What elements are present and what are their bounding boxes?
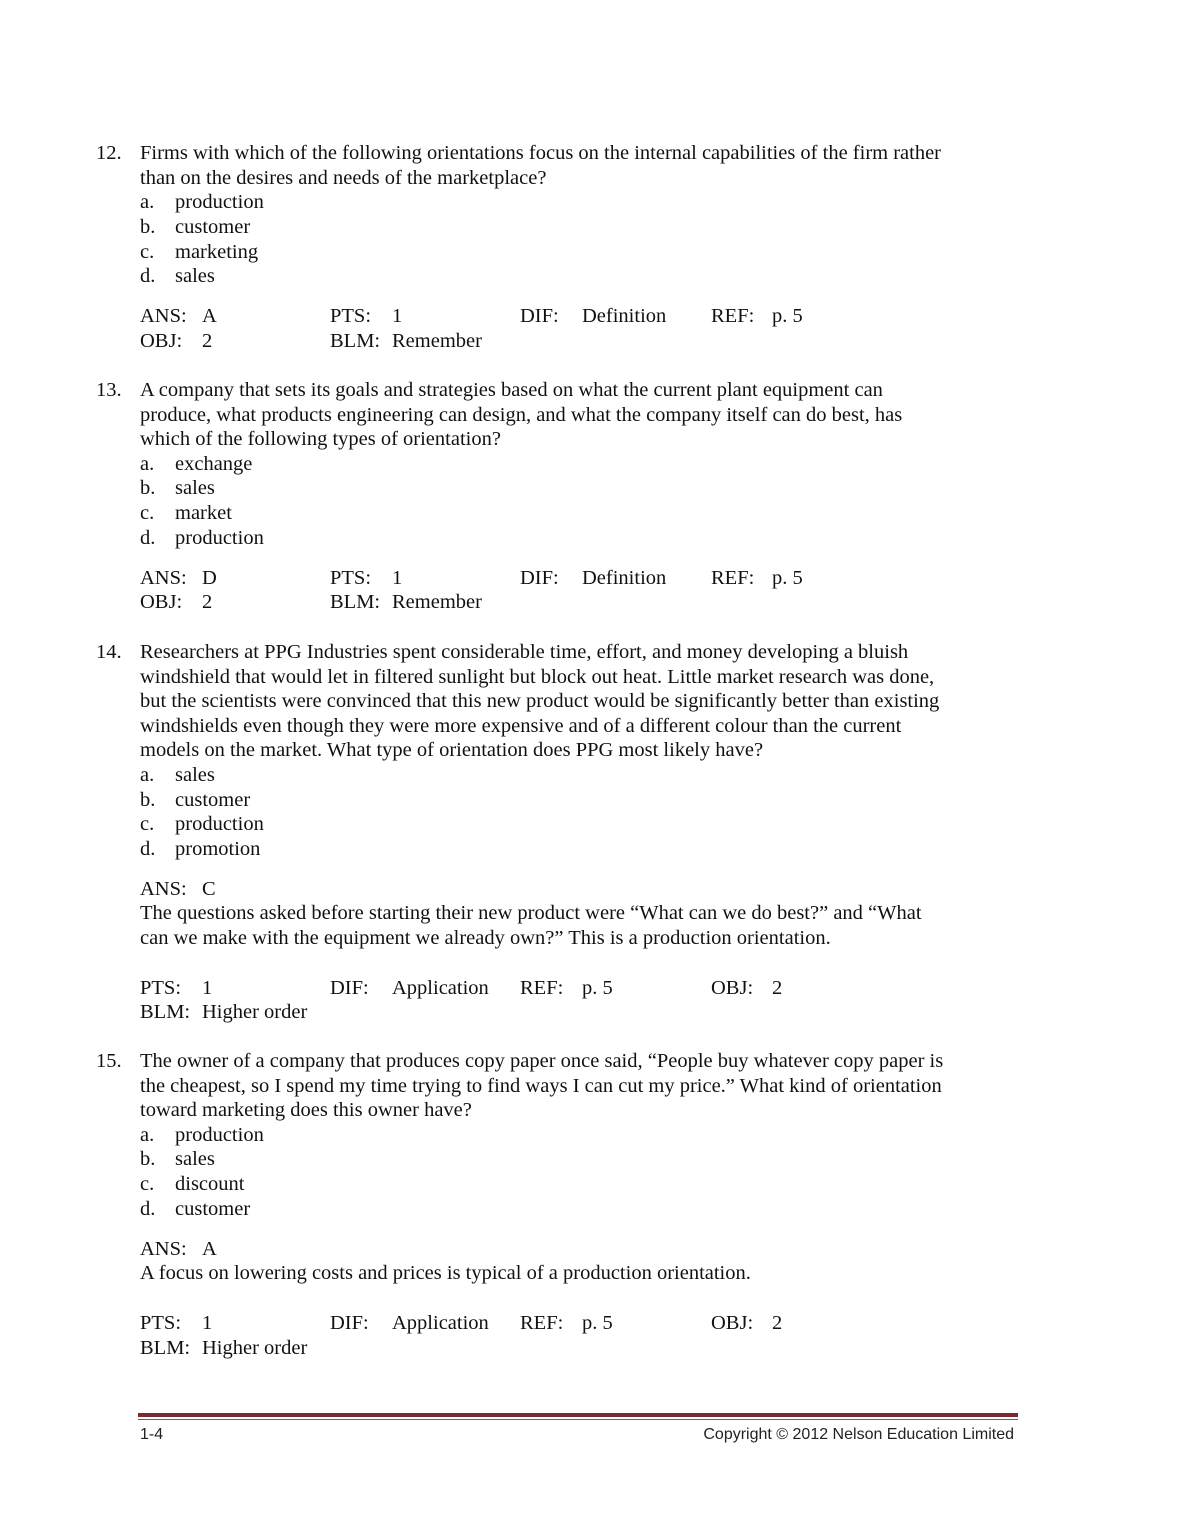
page-number: 1-4: [140, 1426, 164, 1443]
question-stem: The owner of a company that produces copy paper once said, “People buy whatever copy paper is the cheapest, so I spend my time trying to find ways I can cut my price.” What kind of orientation toward marketing does this owner have?: [140, 1050, 944, 1122]
question-number: 13.: [96, 379, 122, 401]
answer-metadata: ANS: A PTS: 1 DIF: Definition REF: p. 5 OBJ: 2 BLM: Remember: [140, 304, 803, 352]
answer-line: ANS: C: [140, 877, 216, 900]
answer-block: ANS: A A focus on lowering costs and prices is typical of a production orientation. PTS: 1 DIF: Application REF: p. 5 OBJ: 2 BLM: Higher order: [140, 1237, 996, 1361]
option-c: c. discount: [140, 1173, 245, 1196]
option-a: a. production: [140, 191, 264, 214]
answer-block: ANS: C The questions asked before starting their new product were “What can we do best?” and “What can we make with the equipment we already own?” This is a production orientation. PTS: 1 DIF: Application REF: p. 5 OBJ: 2 BLM: Higher order: [140, 877, 996, 1025]
option-a: a. exchange: [140, 452, 253, 475]
option-d: d. promotion: [140, 838, 261, 861]
answer-line: ANS: A: [140, 1237, 217, 1260]
option-c: c. market: [140, 502, 232, 525]
option-b: b. sales: [140, 1148, 215, 1171]
answer-metadata: ANS: D PTS: 1 DIF: Definition REF: p. 5 OBJ: 2 BLM: Remember: [140, 566, 803, 614]
answer-explanation: The questions asked before starting their new product were “What can we do best?” and “What can we make with the equipment we already own?” This is a production orientation.: [140, 902, 922, 949]
option-d: d. sales: [140, 265, 215, 288]
option-b: b. customer: [140, 788, 251, 811]
question-stem: Firms with which of the following orientations focus on the internal capabilities of the firm rather than on the desires and needs of the marketplace?: [140, 142, 942, 189]
question-stem: A company that sets its goals and strategies based on what the current plant equipment can produce, what products engineering can design, and what the company itself can do best, has which of the following types of orientation?: [140, 379, 903, 451]
option-c: c. marketing: [140, 240, 259, 263]
question-14: [96, 640, 996, 1025]
option-a: a. sales: [140, 763, 215, 786]
option-c: c. production: [140, 813, 264, 836]
question-number: 15.: [96, 1050, 122, 1072]
question-number: 14.: [96, 641, 122, 663]
option-d: d. production: [140, 526, 264, 549]
option-a: a. production: [140, 1123, 264, 1146]
answer-explanation: A focus on lowering costs and prices is typical of a production orientation.: [140, 1262, 751, 1285]
question-15: [96, 1049, 996, 1360]
question-13: [96, 378, 996, 615]
option-d: d. customer: [140, 1197, 251, 1220]
question-stem: Researchers at PPG Industries spent considerable time, effort, and money developing a bluish windshield that would let in filtered sunlight but block out heat. Little market research was done, but the scientists were convinced that this new product would be significantly better than existing windshields even though they were more expensive and of a different colour than the current models on the market. What type of orientation does PPG most likely have?: [140, 641, 940, 762]
option-b: b. customer: [140, 215, 251, 238]
option-b: b. sales: [140, 477, 215, 500]
footer-rule-thin: [138, 1419, 1018, 1420]
question-number: 12.: [96, 142, 122, 164]
question-12: [96, 141, 996, 353]
footer-rule-thick: [138, 1413, 1018, 1417]
copyright-notice: Copyright © 2012 Nelson Education Limited: [703, 1426, 1014, 1443]
